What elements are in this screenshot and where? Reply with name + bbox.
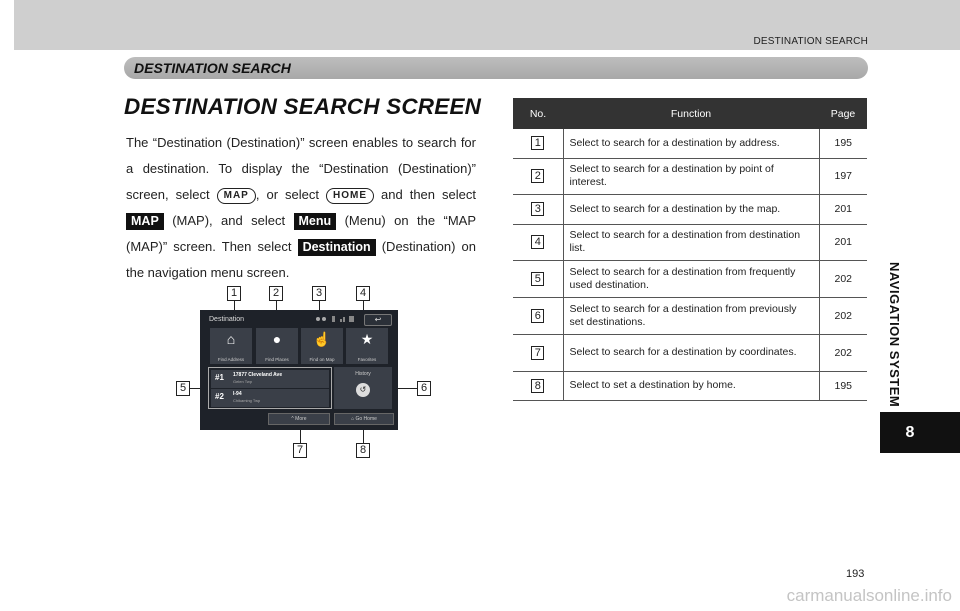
table-row: [513, 224, 867, 260]
row-page: 201: [819, 224, 867, 260]
row-page: 202: [819, 260, 867, 297]
table-row: [513, 158, 867, 194]
row-function: Select to search for a destination from frequently used destination.: [563, 260, 819, 297]
chevron-up-icon: ^: [291, 416, 296, 422]
row-number: 5: [531, 272, 544, 286]
callout-1: 1: [227, 286, 241, 301]
row-page: 195: [819, 129, 867, 158]
tile-find-address[interactable]: [210, 328, 252, 364]
home-key: HOME: [326, 188, 374, 204]
header-no: No.: [513, 98, 563, 129]
item-number: #1: [215, 373, 224, 382]
page-heading: DESTINATION SEARCH SCREEN: [124, 94, 482, 119]
row-function: Select to search for a destination from previously set destinations.: [563, 297, 819, 334]
frequent-item[interactable]: [211, 370, 329, 388]
row-number: 7: [531, 346, 544, 360]
row-page: 202: [819, 297, 867, 334]
function-table: [513, 98, 867, 401]
side-tab-label: NAVIGATION SYSTEM: [887, 262, 902, 408]
screen-title: Destination: [209, 316, 245, 323]
more-label: More: [295, 416, 307, 422]
intro-text-4: (MAP), and select: [163, 213, 294, 228]
table-row: [513, 129, 867, 158]
row-function: Select to search for a destination by address.: [563, 129, 819, 158]
table-row: [513, 194, 867, 224]
destination-tag: Destination: [298, 239, 376, 256]
tile-label: Find Places: [265, 357, 289, 362]
tile-label: Favorites: [357, 357, 377, 362]
status-icons: [314, 315, 356, 323]
running-header: DESTINATION SEARCH: [753, 36, 868, 47]
row-page: 202: [819, 334, 867, 371]
section-title: DESTINATION SEARCH: [134, 60, 291, 76]
section-bar: [124, 57, 868, 79]
tile-find-places[interactable]: [256, 328, 298, 364]
table-row: [513, 260, 867, 297]
star-icon: ★: [360, 331, 374, 347]
row-number: 3: [531, 202, 544, 216]
row-page: 195: [819, 371, 867, 400]
callout-8: 8: [356, 443, 370, 458]
row-page: 197: [819, 158, 867, 194]
status-icons-graphic: [314, 315, 356, 323]
go-home-label: Go Home: [355, 416, 377, 422]
table-row: [513, 334, 867, 371]
chapter-tab: 8: [880, 412, 960, 453]
row-function: Select to search for a destination by point of interest.: [563, 158, 819, 194]
header-function: Function: [563, 98, 819, 129]
house-search-icon: ⌂: [226, 331, 236, 347]
tile-favorites[interactable]: [346, 328, 388, 364]
go-home-button[interactable]: [334, 413, 394, 425]
intro-text-6: (Destination) on the navigation menu screen.: [126, 239, 476, 280]
hand-pointer-icon: ☝: [313, 331, 331, 347]
callout-3: 3: [312, 286, 326, 301]
callout-6: 6: [417, 381, 431, 396]
item-locality: Chikaming Twp: [233, 398, 261, 403]
row-function: Select to set a destination by home.: [563, 371, 819, 400]
row-number: 1: [531, 136, 544, 150]
back-arrow-icon: ↩: [374, 315, 382, 324]
item-address: I-94: [233, 391, 242, 397]
tile-label: Find Address: [217, 357, 245, 362]
table-row: [513, 297, 867, 334]
intro-text-2: , or select: [255, 187, 326, 202]
home-icon: ⌂: [351, 416, 356, 422]
frequent-destinations-panel: [208, 367, 332, 409]
row-function: Select to search for a destination by coordinates.: [563, 334, 819, 371]
intro-text-3: and then select: [374, 187, 476, 202]
callout-2: 2: [269, 286, 283, 301]
callout-5: 5: [176, 381, 190, 396]
row-number: 6: [531, 309, 544, 323]
watermark: carmanualsonline.info: [786, 586, 952, 605]
item-number: #2: [215, 392, 224, 401]
back-button[interactable]: [364, 314, 392, 326]
item-address: 17877 Cleveland Ave: [233, 372, 283, 378]
intro-text-1: The “Destination (Destination)” screen enables to search for a destination. To display the “Destination (Destination)” screen, select: [126, 135, 476, 202]
more-button[interactable]: [268, 413, 330, 425]
page-number: 193: [846, 568, 865, 580]
row-number: 2: [531, 169, 544, 183]
intro-text-5: (Menu) on the “MAP (MAP)” screen. Then select: [126, 213, 476, 254]
map-tag: MAP: [126, 213, 164, 230]
map-key: MAP: [217, 188, 256, 204]
callout-4: 4: [356, 286, 370, 301]
row-function: Select to search for a destination from destination list.: [563, 224, 819, 260]
callout-7: 7: [293, 443, 307, 458]
row-number: 8: [531, 379, 544, 393]
destination-screen-illustration: [200, 310, 398, 430]
item-locality: Gelen Twp: [233, 379, 253, 384]
table-row: [513, 371, 867, 400]
row-number: 4: [531, 235, 544, 249]
row-page: 201: [819, 194, 867, 224]
tile-find-on-map[interactable]: [301, 328, 343, 364]
intro-paragraph: [126, 130, 476, 286]
history-label: History: [355, 371, 371, 377]
history-button[interactable]: [334, 367, 392, 409]
clock-icon: ↺: [356, 383, 370, 397]
menu-tag: Menu: [294, 213, 337, 230]
frequent-item[interactable]: [211, 389, 329, 407]
header-page: Page: [819, 98, 867, 129]
pin-icon: ●: [272, 331, 282, 347]
row-function: Select to search for a destination by the map.: [563, 194, 819, 224]
tile-label: Find on Map: [309, 357, 335, 362]
